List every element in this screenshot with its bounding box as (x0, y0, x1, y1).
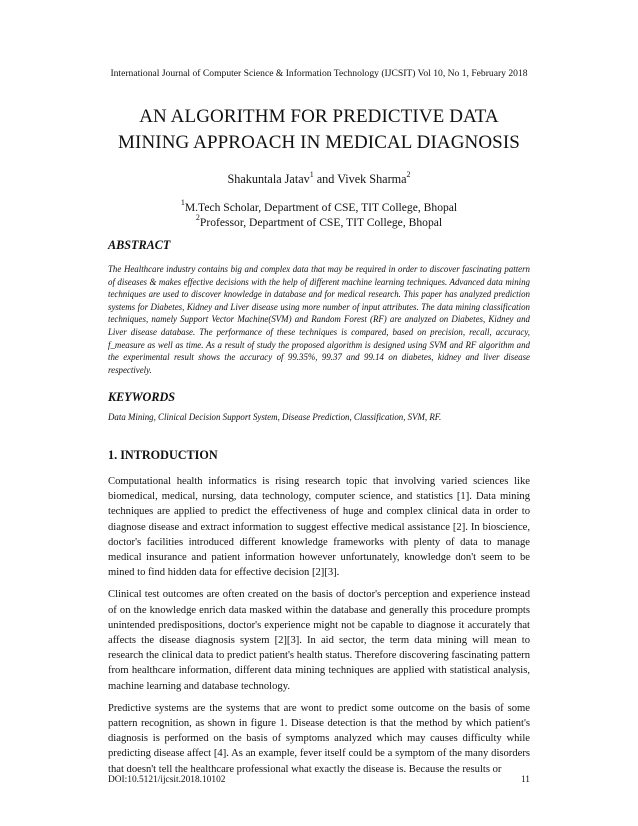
affiliation-marker: 1 (180, 198, 185, 208)
author-name: Shakuntala Jatav (227, 172, 310, 186)
author-affiliation-marker: 1 (309, 169, 314, 179)
journal-running-header: International Journal of Computer Science & Information Technology (IJCSIT) Vol 10, No 1, February 2018 (110, 68, 528, 79)
author-list (0, 169, 638, 187)
affiliation-text: M.Tech Scholar, Department of CSE, TIT College, Bhopal (184, 201, 458, 214)
keywords-section (108, 390, 530, 422)
paragraph: Computational health informatics is rising research topic that involving varied sciences like biomedical, medical, nursing, data technology, computer science, and statistics [1]. Data mining techniques are applied to predict the effectiveness of huge and complex clinical data in order to diagnose disease and extract information to suggest effective medical assistance [2]. In bioscience, doctor's facilities introduced different knowledge frameworks with plenty of data to manage medical insurance and patient information however unfortunately, knowledge don't seem to be mined to find hidden data for effective decision [2][3]. (108, 476, 530, 579)
affiliation-line (0, 215, 638, 230)
affiliation-line (0, 200, 638, 215)
keywords-heading: KEYWORDS (108, 390, 176, 404)
abstract-section (108, 238, 530, 376)
author-name: Vivek Sharma (337, 172, 407, 186)
paragraph: Clinical test outcomes are often created on the basis of doctor's perception and experience instead of on the knowledge enrich data masked within the database and generally this procedure prompts unintended predispositions, doctor's experience might not be capable to diagnose it accurately that affects the disease diagnosis system [2][3]. In aid sector, the term data mining will mean to research the clinical data to predict patient's health status. Therefore discovering fascinating pattern from healthcare information, different data mining techniques are applied with statistical analysis, machine learning and database technology. (108, 589, 530, 692)
affiliations (0, 200, 638, 230)
paper-title-line-2: MINING APPROACH IN MEDICAL DIAGNOSIS (118, 132, 520, 153)
page-footer (108, 775, 530, 785)
affiliation-marker: 2 (195, 213, 200, 223)
affiliation-text: Professor, Department of CSE, TIT College, Bhopal (199, 216, 443, 229)
introduction-section (108, 448, 530, 777)
author-affiliation-marker: 2 (406, 169, 411, 179)
author-joiner: and (313, 172, 338, 186)
introduction-heading: 1. INTRODUCTION (108, 448, 218, 462)
paragraph: Predictive systems are the systems that are wont to predict some outcome on the basis of some pattern recognition, as shown in figure 1. Disease detection is that the method by which patient's diagnosis is performed on the basis of symptoms analyzed which may causes difficulty while predicting disease affect [4]. As an example, fever itself could be a symptom of the many disorders that doesn't tell the healthcare professional what exactly the disease is. Because the results or (108, 702, 530, 775)
doi-text: DOI:10.5121/ijcsit.2018.10102 (108, 775, 226, 785)
paper-title-line-1: AN ALGORITHM FOR PREDICTIVE DATA (139, 106, 499, 127)
paper-title (0, 104, 638, 156)
abstract-text: The Healthcare industry contains big and complex data that may be required in order to discover fascinating pattern of diseases & makes effective decisions with the help of different machine learning techniques. Advanced data mining techniques are used to discover knowledge in database and for medical research. This paper has analyzed prediction systems for Diabetes, Kidney and Liver disease using more number of input attributes. The data mining classification techniques, namely Support Vector Machine(SVM) and Random Forest (RF) are analyzed on Diabetes, Kidney and Liver disease database. The performance of these techniques is compared, based on precision, recall, accuracy, f_measure as well as time. As a result of study the proposed algorithm is designed using SVM and RF algorithm and the experimental result shows the accuracy of 99.35%, 99.37 and 99.14 on diabetes, kidney and liver disease respectively. (108, 264, 530, 375)
abstract-heading: ABSTRACT (108, 238, 171, 252)
keywords-text: Data Mining, Clinical Decision Support System, Disease Prediction, Classification, SVM, RF. (108, 412, 442, 422)
page-number: 11 (520, 775, 530, 785)
